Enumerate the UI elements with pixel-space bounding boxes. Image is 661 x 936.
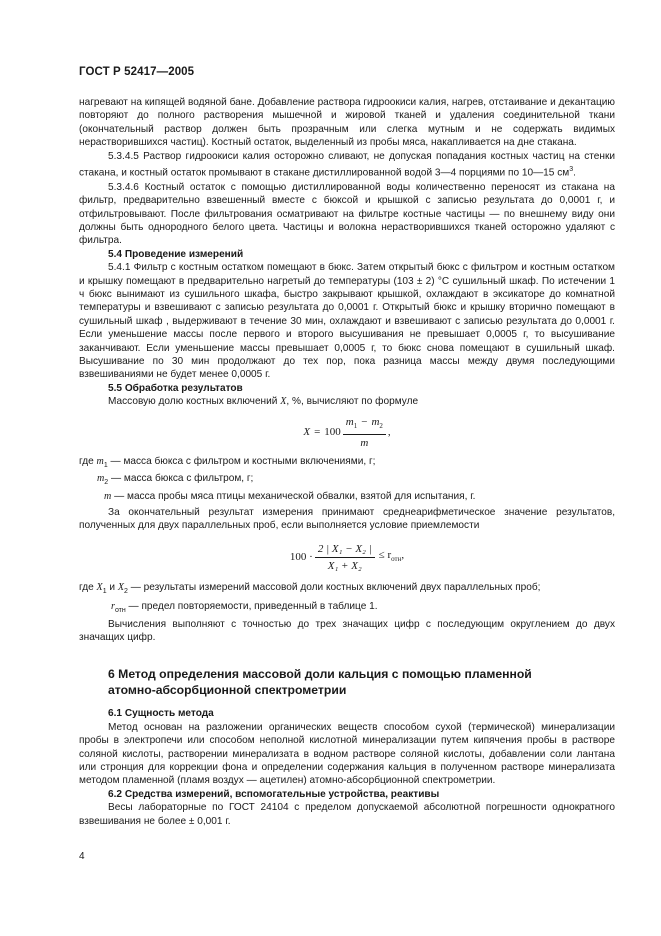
where-item-m2	[79, 472, 615, 489]
formula-intro-pre: Массовую долю костных включений	[108, 396, 281, 408]
formula-intro-post: , %, вычисляют по формуле	[286, 396, 419, 408]
where-sub: 2	[104, 479, 109, 487]
where-text: — масса пробы мяса птицы механической обвалки, взятой для испытания, г.	[111, 490, 476, 502]
formula-intro-var: X	[280, 396, 287, 408]
paragraph-5-3-4-5	[79, 150, 615, 180]
section-6-title-line-1: 6 Метод определения массовой доли кальция с помощью пламенной	[108, 667, 532, 682]
unit-superscript: 3	[569, 166, 574, 174]
formula2-numerator: 2 | X₁ − X₂ |	[315, 542, 375, 558]
where2-sub-2: 2	[124, 587, 128, 595]
paragraph-6-2: Весы лабораторные по ГОСТ 24104 с пределом допускаемой абсолютной погрешности однократного взвешивания не более ± 0,001 г.	[79, 802, 615, 827]
paragraph-rounding: Вычисления выполняют с точностью до трех значащих цифр с последующим округлением до двух значащих цифр.	[79, 618, 615, 644]
page-number: 4	[79, 851, 85, 862]
heading-6-1: 6.1 Сущность метода	[108, 708, 214, 720]
formula1-coef: 100	[324, 426, 341, 438]
formula1-denominator: m	[360, 437, 369, 450]
formula1-num-b-sub: 2	[379, 422, 383, 431]
spacer	[79, 644, 615, 666]
heading-5-5: 5.5 Обработка результатов	[108, 382, 243, 394]
heading-6-2: 6.2 Средства измерений, вспомогательные устройства, реактивы	[108, 788, 440, 800]
formula2-tail: ,	[401, 548, 405, 561]
paragraph-continuation: нагревают на кипящей водяной бане. Добавление раствора гидроокиси калия, нагрев, отстаивание и декантацию повторяют до полного растворения мышечной и жировой тканей и удаления соединительной ткани (окончательный раствор должен быть прозрачным или слегка мутным и не содержать видимых нерастворившихся частиц). Костный остаток, выделенный из пробы мяса, накапливается на дне стакана.	[79, 97, 615, 149]
where-item-x1-x2	[79, 581, 615, 598]
where2-sub-1: 1	[102, 587, 107, 595]
heading-5-4: 5.4 Проведение измерений	[108, 248, 244, 260]
formula2-relation	[379, 549, 404, 567]
formula-mass-fraction	[79, 411, 615, 455]
where-item-m1	[79, 455, 615, 472]
formula1-num-a: m	[345, 416, 354, 429]
document-body	[79, 96, 615, 828]
where-lead: где	[79, 455, 97, 467]
paragraph-5-3-4-5-text: 5.3.4.5 Раствор гидроокиси калия осторожно сливают, не допуская попадания костных частиц на стенки стакана, и костный остаток промывают в стакане дистиллированной водой 3—4 порциями по 10—15 см	[79, 150, 615, 179]
where2-text: — результаты измерений массовой доли костных включений двух параллельных проб;	[127, 581, 541, 593]
where-var: m	[97, 473, 105, 485]
formula1-tail: ,	[387, 426, 391, 438]
formula1-numerator	[343, 415, 386, 435]
formula2-denominator: X₁ + X₂	[327, 560, 362, 573]
where2-text-r: — предел повторяемости, приведенный в таблице 1.	[125, 601, 378, 613]
where-text: — масса бюкса с фильтром и костными включениями, г;	[107, 455, 376, 467]
where2-lead: где	[79, 581, 97, 593]
formula2-rel-sub: отн	[391, 555, 402, 564]
where2-var-r: r	[111, 601, 115, 613]
where2-var-x2: X	[117, 581, 125, 593]
where2-var-x1: X	[96, 581, 103, 593]
document-page	[79, 0, 615, 936]
where-item-m	[79, 490, 615, 503]
where-var: m	[104, 490, 112, 502]
where-item-r	[79, 600, 615, 617]
where2-and: и	[106, 581, 118, 593]
formula1-num-b: m	[371, 416, 380, 429]
formula1-fraction	[343, 415, 386, 450]
document-header: ГОСТ Р 52417—2005	[79, 66, 195, 78]
formula2-coef: 100 ·	[289, 551, 313, 564]
spacer	[79, 698, 615, 707]
where-var: m	[96, 455, 104, 467]
paragraph-6-1: Метод основан на разложении органических веществ способом сухой (термической) минерализации пробы в электропечи или способом неполной кислотной минерализации путем кипячения пробы в растворе соляной кислоты, растворении минерализата в водном растворе соляной кислоты, добавлении соли лантана или стронция для коррекции фона и определении содержания кальция в полученном растворе минерализата методом пламенной (пламя воздух — ацетилен) атомно-абсорбционной спектрометрии.	[79, 721, 615, 787]
paragraph-formula-intro	[79, 395, 615, 408]
paragraph-acceptability: За окончательный результат измерения принимают среднеарифметическое значение результатов, полученных для двух параллельных проб, если выполняется условие приемлемости	[79, 506, 615, 532]
paragraph-5-4-1: 5.4.1 Фильтр с костным остатком помещают в бюкс. Затем открытый бюкс с фильтром и костным остатком и крышку помещают в предварительно нагретый до температуры (103 ± 2) °С сушильный шкаф. По истечении 1 ч бюкс вынимают из сушильного шкафа, быстро закрывают крышкой, охлаждают в эксикаторе до комнатной температуры и взвешивают с записью результата до 0,0001 г. Открытый бюкс и крышку вторично помещают в сушильный шкаф , выдерживают в течение 30 мин, охлаждают и взвешивают с записью результата до 0,0001 г. Если уменьшение массы после первого и второго высушивания не превышает 0,0005 г, то высушивание заканчивают. Если уменьшение массы превышает 0,0005 г, то бюкс снова помещают в сушильный шкаф. Высушивание по 30 мин продолжают до тех пор, пока разница массы между двумя последующими взвешиваниями не будет менее 0,0005 г.	[79, 262, 615, 381]
formula1-num-a-sub: 1	[353, 422, 358, 431]
paragraph-5-3-4-5-end: .	[573, 167, 576, 179]
formula1-eq: =	[314, 426, 321, 438]
where2-sub-r: отн	[114, 607, 126, 615]
section-6-title-line-2: атомно-абсорбционной спектрометрии	[108, 683, 347, 698]
where-text: — масса бюкса с фильтром, г;	[108, 473, 254, 485]
formula-acceptability	[79, 535, 615, 581]
formula1-lhs: X	[303, 426, 311, 438]
formula2-fraction	[315, 542, 375, 573]
formula1-minus: −	[361, 416, 368, 429]
paragraph-5-3-4-6: 5.3.4.6 Костный остаток с помощью дистиллированной воды количественно переносят из стакана на фильтр, предварительно взвешенный вместе с бюксой и крышкой с записью результата до 0,0001 г, и отфильтровывают. После фильтрования осматривают на фильтре костные частицы — по внешнему виду они должны быть однородного белого цвета. Частицы и волокна нерастворившихся тканей осторожно удаляют с фильтра.	[79, 181, 615, 247]
where-sub: 1	[103, 461, 108, 469]
formula2-rel: ≤ r	[378, 548, 392, 561]
